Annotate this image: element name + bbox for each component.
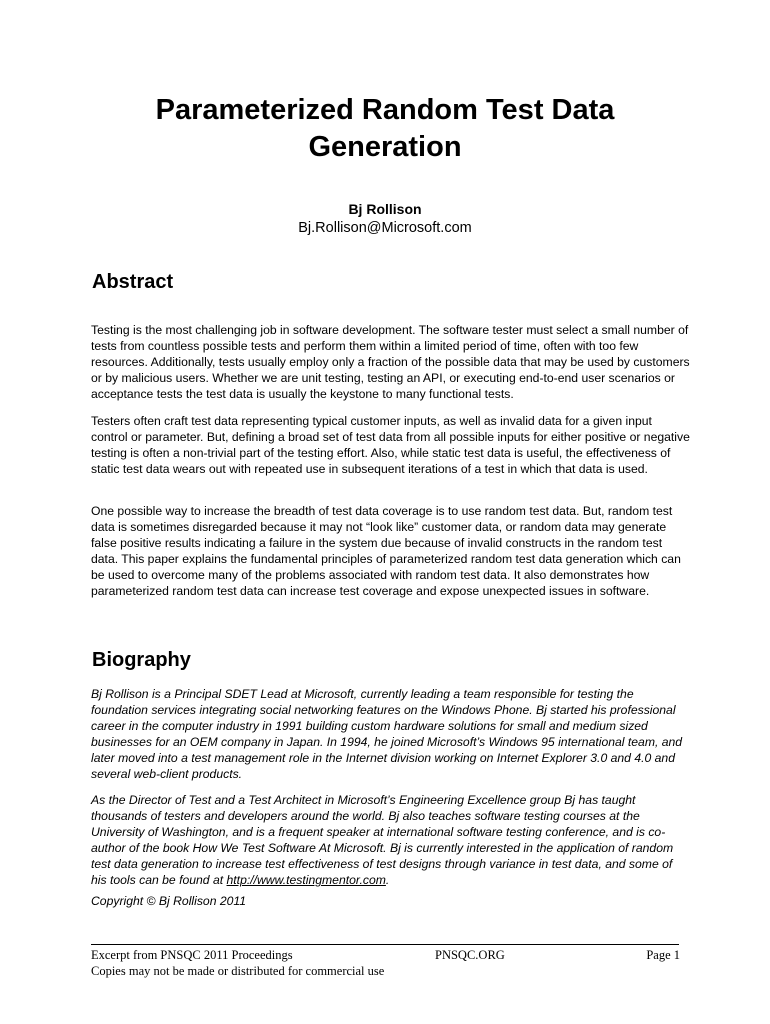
footer-site: PNSQC.ORG xyxy=(435,948,505,962)
abstract-paragraph-3: One possible way to increase the breadth of test data coverage is to use random test data. But, random test data is sometimes disregarded because it may not “look like” customer data, or random data may generate false positive results indicating a failure in the system due because of invalid constructs in the random test data. This paper explains the fundamental principles of parameterized random test data generation which can be used to overcome many of the problems associated with random test data. It also demonstrates how parameterized random test data can increase test coverage and expose unexpected issues in software. xyxy=(91,504,681,599)
abstract-heading: Abstract xyxy=(92,271,174,293)
abstract-paragraph-2: Testers often craft test data representing typical customer inputs, as well as invalid data for a given input control or parameter. But, defining a broad set of test data from all possible inputs for either positive or negative testing is often a non-trivial part of the testing effort. Also, while static test data is useful, the effectiveness of static test data wears out with repeated use in subsequent iterations of a test in which that data is used. xyxy=(91,414,690,477)
biography-paragraph-2-text: As the Director of Test and a Test Architect in Microsoft’s Engineering Excellence group Bj has taught thousands of testers and developers around the world. Bj also teaches software testing courses at the University of Washington, and is a frequent speaker at international software testing conference, and is co-author of the book How We Test Software At Microsoft. Bj is currently interested in the application of random test data generation to increase test effectiveness of test designs through variance in test data, and some of his tools can be found at xyxy=(91,793,674,888)
copyright-notice: Copyright © Bj Rollison 2011 xyxy=(91,894,247,908)
footer-proceedings: Excerpt from PNSQC 2011 Proceedings xyxy=(91,948,293,962)
author-email: Bj.Rollison@Microsoft.com xyxy=(298,220,472,236)
footer-page-number: Page 1 xyxy=(646,948,680,962)
footer-divider xyxy=(91,944,679,945)
biography-heading: Biography xyxy=(92,649,191,671)
biography-paragraph-1: Bj Rollison is a Principal SDET Lead at Microsoft, currently leading a team responsible for testing the foundation services integrating social networking features on the Windows Phone. Bj started his professional career in the computer industry in 1991 building custom hardware solutions for small and medium sized businesses for an OEM company in Japan. In 1994, he joined Microsoft’s Windows 95 international team, and later moved into a test management role in the Internet division working on Internet Explorer 3.0 and 4.0 and several web-client products. xyxy=(91,687,683,782)
footer-copy-notice: Copies may not be made or distributed for commercial use xyxy=(91,964,385,978)
document-title: Parameterized Random Test Data Generation xyxy=(155,94,615,163)
biography-paragraph-2 xyxy=(91,792,691,889)
abstract-paragraph-1: Testing is the most challenging job in software development. The software tester must select a small number of tests from countless possible tests and perform them within a limited period of time, often with too few resources. Additionally, tests usually employ only a fraction of the possible data that may be used by customers or by malicious users. Whether we are unit testing, testing an API, or executing end-to-end user scenarios or acceptance tests the test data is usually the keystone to many functional tests. xyxy=(91,323,690,402)
author-name: Bj Rollison xyxy=(348,201,422,217)
biography-paragraph-2-end: . xyxy=(385,873,390,888)
testingmentor-link[interactable]: http://www.testingmentor.com xyxy=(226,873,386,888)
